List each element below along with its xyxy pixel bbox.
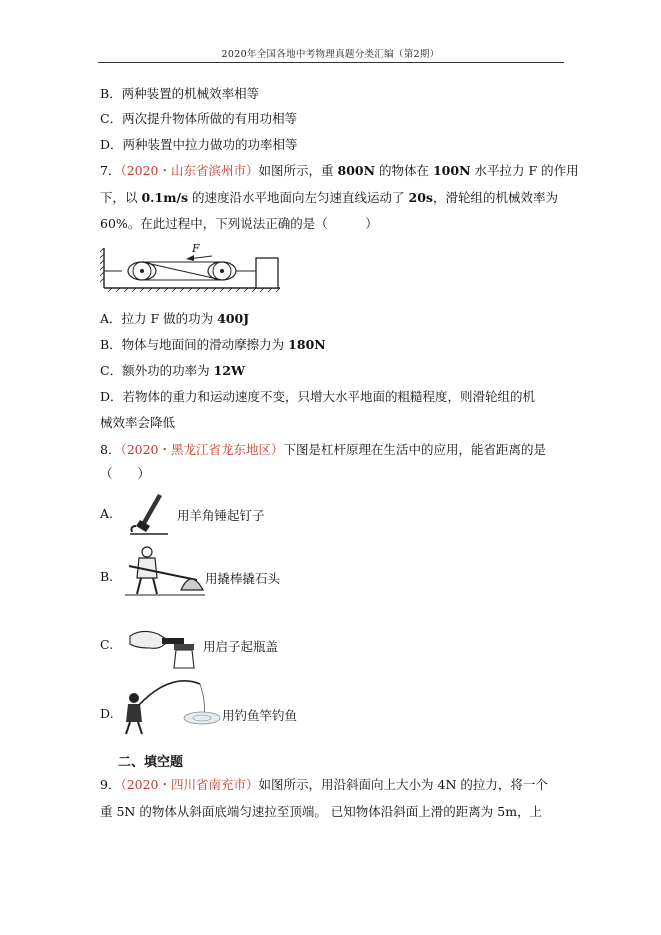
q7-option-b — [100, 337, 326, 353]
q9-source: （2020・四川省南充市） — [120, 777, 259, 792]
q8-option-c-letter: C. — [100, 637, 114, 652]
q6-option-c: C．两次提升物体所做的有用功相等 — [100, 111, 298, 126]
q7-text: ，滑轮组的机械效率为 — [432, 190, 558, 205]
q7-line-1 — [100, 163, 579, 179]
q7-option-a-text: A．拉力 F 做的功为 — [100, 311, 218, 326]
q8-number: 8． — [100, 442, 121, 457]
q8-line-1 — [100, 442, 546, 458]
q8-option-d-text: 用钓鱼竿钓鱼 — [222, 708, 298, 723]
fishing-rod-image — [120, 676, 222, 736]
q7-line-2 — [100, 190, 558, 206]
q7-option-a — [100, 311, 249, 327]
section-title: 二、填空题 — [118, 755, 184, 770]
force-label: F — [192, 242, 200, 255]
q9-line-2: 重 5N 的物体从斜面底端匀速拉至顶端。 已知物体沿斜面上滑的距离为 5m，上 — [100, 804, 543, 819]
q7-speed: 0.1m/s — [141, 190, 189, 205]
q7-text: 的速度沿水平地面向左匀速直线运动了 — [188, 190, 409, 205]
q7-text: 水平拉力 F 的作用 — [470, 163, 579, 178]
q9-text-1: 如图所示，用沿斜面向上大小为 4N 的拉力，将一个 — [258, 777, 548, 792]
q8-option-b-text: 用撬棒撬石头 — [205, 571, 281, 586]
q7-option-b-text: B．物体与地面间的滑动摩擦力为 — [100, 337, 289, 352]
q7-weight: 800N — [337, 163, 376, 178]
q7-option-d-line-1: D．若物体的重力和运动速度不变，只增大水平地面的粗糙程度，则滑轮组的机 — [100, 389, 536, 404]
q8-option-b-letter: B. — [100, 569, 114, 584]
q7-line-3: 60%。在此过程中，下列说法正确的是（ ） — [100, 216, 378, 231]
q9-line-1 — [100, 777, 548, 793]
q7-option-d-line-2: 械效率会降低 — [100, 415, 176, 430]
pulley-diagram — [100, 240, 285, 298]
q7-option-c — [100, 363, 245, 379]
q6-option-b: B．两种装置的机械效率相等 — [100, 86, 260, 101]
crowbar-person-image — [125, 546, 205, 598]
q7-time: 20s — [408, 190, 433, 205]
q9-number: 9． — [100, 777, 121, 792]
q7-number: 7． — [100, 163, 121, 178]
q7-option-c-text: C．额外功的功率为 — [100, 363, 214, 378]
q8-option-a-letter: A. — [100, 506, 114, 521]
q7-source: （2020・山东省滨州市） — [120, 163, 259, 178]
page-header: 2020年全国各地中考物理真题分类汇编（第2期） — [221, 49, 440, 60]
q8-source: （2020・黑龙江省龙东地区） — [120, 442, 284, 457]
q7-force: 100N — [432, 163, 471, 178]
q7-text: 如图所示，重 — [258, 163, 338, 178]
q7-option-c-value: 12W — [213, 363, 245, 378]
q7-option-b-value: 180N — [288, 337, 326, 352]
q8-option-a-text: 用羊角锤起钉子 — [177, 508, 265, 523]
header-divider — [98, 62, 564, 63]
claw-hammer-image — [128, 490, 170, 536]
q7-text: 下，以 — [100, 190, 142, 205]
q7-text: 的物体在 — [375, 163, 433, 178]
q6-option-d: D．两种装置中拉力做功的功率相等 — [100, 137, 298, 152]
q8-option-d-letter: D. — [100, 706, 114, 721]
q8-option-c-text: 用启子起瓶盖 — [203, 639, 279, 654]
q7-option-a-value: 400J — [217, 311, 250, 326]
q8-text: 下图是杠杆原理在生活中的应用，能省距离的是 — [283, 442, 547, 457]
bottle-opener-image — [128, 618, 198, 670]
q8-blank: （ ） — [100, 466, 151, 481]
